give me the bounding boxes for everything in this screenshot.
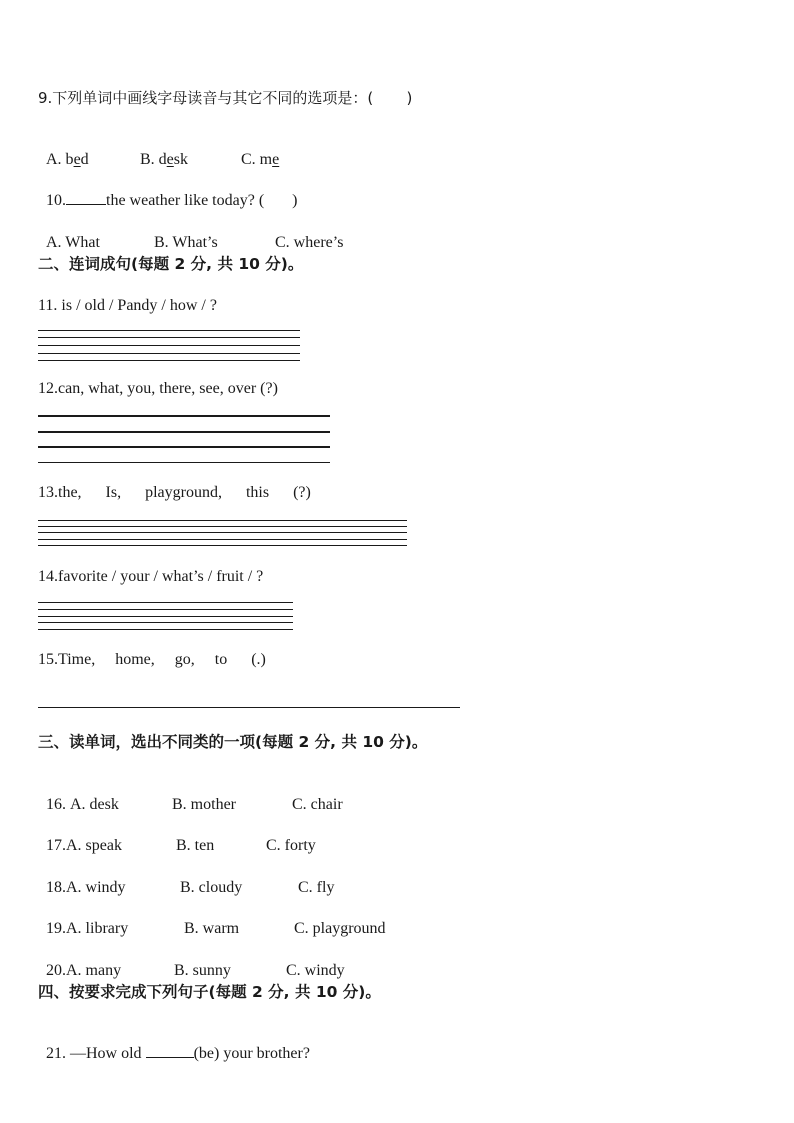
option-c: C. chair [292, 796, 343, 813]
option-b: B. ten [176, 837, 215, 854]
option-b: B. What’s [154, 234, 218, 251]
writing-line[interactable] [38, 337, 300, 338]
section-3-heading: 三、读单词，选出不同类的一项(每题 2 分, 共 10 分)。 [38, 733, 428, 751]
option-c: C. playground [294, 920, 386, 937]
option-b: B. cloudy [180, 879, 243, 896]
question-10-stem: 10. the weather like today? ( ) [46, 192, 298, 209]
question-10-options [38, 213, 343, 253]
option-b: B. mother [172, 796, 236, 813]
option-a: A. bed [46, 151, 89, 168]
writing-line[interactable] [38, 532, 407, 533]
writing-line[interactable] [38, 415, 330, 417]
option-a: A. windy [66, 879, 126, 896]
question-21: 21. —How old (be) your brother? [46, 1045, 310, 1062]
question-13: 13.the, Is, playground, this (?) [38, 484, 311, 501]
writing-line[interactable] [38, 353, 300, 354]
writing-line[interactable] [38, 446, 330, 448]
writing-line[interactable] [38, 431, 330, 433]
question-9-options [38, 130, 279, 170]
writing-line[interactable] [38, 520, 407, 521]
writing-line[interactable] [38, 360, 300, 361]
answer-blank[interactable] [66, 191, 106, 205]
option-c: C. me [241, 151, 280, 168]
question-18: 18.A. windy B. cloudy C. fly [46, 879, 335, 896]
question-19: 19.A. library B. warm C. playground [46, 920, 386, 937]
writing-line[interactable] [38, 462, 330, 463]
option-c: C. windy [286, 962, 345, 979]
writing-line[interactable] [38, 602, 293, 603]
option-b: B. desk [140, 151, 189, 168]
section-2-heading: 二、连词成句(每题 2 分, 共 10 分)。 [38, 255, 304, 273]
answer-blank[interactable] [146, 1044, 194, 1058]
option-c: C. forty [266, 837, 316, 854]
writing-line[interactable] [38, 545, 407, 546]
option-a: A. speak [66, 837, 122, 854]
option-a: A. desk [70, 796, 119, 813]
question-20: 20.A. many B. sunny C. windy [46, 962, 345, 979]
question-17: 17.A. speak B. ten C. forty [46, 837, 316, 854]
writing-line[interactable] [38, 539, 407, 540]
option-a: A. What [46, 234, 100, 251]
option-c: C. where’s [275, 234, 344, 251]
writing-line[interactable] [38, 609, 293, 610]
question-12: 12.can, what, you, there, see, over (?) [38, 380, 278, 397]
question-9-stem: 9.下列单词中画线字母读音与其它不同的选项是：( ) [38, 89, 413, 107]
writing-line[interactable] [38, 526, 407, 527]
option-a: A. many [66, 962, 122, 979]
writing-line[interactable] [38, 330, 300, 331]
section-4-heading: 四、按要求完成下列句子(每题 2 分, 共 10 分)。 [38, 983, 381, 1001]
question-16: 16. A. desk B. mother C. chair [46, 796, 343, 813]
writing-line[interactable] [38, 616, 293, 617]
option-b: B. warm [184, 920, 240, 937]
writing-line[interactable] [38, 622, 293, 623]
question-14: 14.favorite / your / what’s / fruit / ? [38, 568, 264, 585]
question-11: 11. is / old / Pandy / how / ? [38, 297, 217, 314]
option-b: B. sunny [174, 962, 231, 979]
question-15: 15.Time, home, go, to (.) [38, 651, 266, 668]
option-c: C. fly [298, 879, 335, 896]
option-a: A. library [66, 920, 129, 937]
writing-line[interactable] [38, 707, 460, 708]
writing-line[interactable] [38, 629, 293, 630]
writing-line[interactable] [38, 345, 300, 346]
